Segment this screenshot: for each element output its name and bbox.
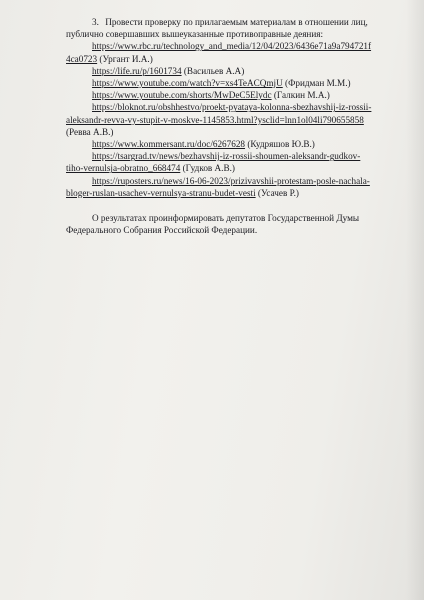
link-tsargrad[interactable]: https://tsargrad.tv/news/bezhavshij-iz-rossii-shoumen-aleksandr-gudkov-	[92, 151, 361, 162]
closing-line2: Федерального Собрания Российской Федерации.	[66, 225, 258, 236]
link-line	[66, 175, 372, 187]
link-line	[66, 53, 372, 65]
item-number: 3.	[92, 17, 99, 27]
link-line	[66, 162, 372, 174]
page-edge-shadow	[406, 0, 424, 600]
person-name: (Ургант И.А.)	[99, 53, 153, 64]
link-line	[66, 40, 372, 52]
link-line	[66, 101, 372, 113]
person-name: (Гудков А.В.)	[182, 163, 235, 174]
link-line	[66, 138, 372, 150]
item-first-line	[66, 16, 372, 28]
document-body	[66, 16, 372, 236]
person-name: (Васильев А.А)	[183, 65, 245, 76]
link-tsargrad-cont[interactable]: tiho-vernulsja-obratno_668474	[66, 163, 181, 174]
link-bloknot[interactable]: https://bloknot.ru/obshhestvo/proekt-pyataya-kolonna-sbezhavshij-iz-rossii-	[92, 102, 372, 113]
person-name: (Кудряшов Ю.В.)	[247, 139, 315, 150]
link-bloknot-cont[interactable]: aleksandr-revva-vy-stupit-v-moskve-1145853.html?ysclid=lnn1ol04li790655858	[66, 114, 364, 125]
link-line	[66, 114, 372, 126]
link-youtube-shorts[interactable]: https://www.youtube.com/shorts/MwDeC5Elydc	[92, 90, 272, 101]
link-rbc[interactable]: https://www.rbc.ru/technology_and_media/12/04/2023/6436e71a9a794721f	[92, 41, 372, 52]
link-line	[66, 187, 372, 199]
link-line	[66, 89, 372, 101]
link-kommersant[interactable]: https://www.kommersant.ru/doc/6267628	[92, 139, 246, 150]
link-line	[66, 77, 372, 89]
item-text-line1: Провести проверку по прилагаемым материалам в отношении лиц,	[105, 17, 368, 27]
link-ruposters[interactable]: https://ruposters.ru/news/16-06-2023/prizivavshii-protestam-posle-nachala-	[92, 175, 370, 186]
person-name: (Фридман М.М.)	[285, 78, 351, 89]
person-name: (Усачев Р.)	[257, 187, 299, 198]
link-ruposters-cont[interactable]: bloger-ruslan-usachev-vernulsya-stranu-budet-vesti	[66, 187, 256, 198]
link-rbc-cont[interactable]: 4ca0723	[66, 53, 98, 64]
link-line	[66, 150, 372, 162]
link-life[interactable]: https://life.ru/p/1601734	[92, 65, 182, 76]
person-name: (Ревва А.В.)	[66, 126, 114, 137]
item-text-line2: публично совершавших вышеуказанные противоправные деяния:	[66, 29, 324, 40]
link-line	[66, 65, 372, 77]
closing-line1: О результатах проинформировать депутатов Государственной Думы	[92, 213, 360, 224]
closing-paragraph	[66, 212, 372, 236]
person-name: (Галкин М.А.)	[273, 90, 330, 101]
link-youtube-watch[interactable]: https://www.youtube.com/watch?v=xs4TeACQmjU	[92, 78, 283, 89]
